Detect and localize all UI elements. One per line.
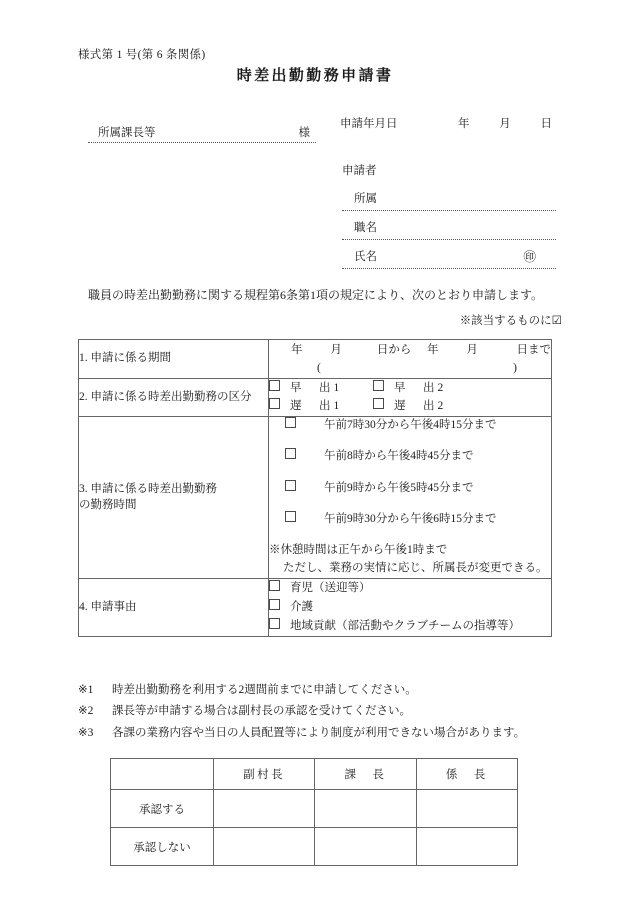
footnote-3-mark: ※3	[78, 726, 94, 739]
row3-label-line2: の勤務時間	[79, 499, 137, 512]
category-row-1	[269, 380, 551, 397]
applicant-field-affiliation	[342, 182, 556, 211]
category-option-early2[interactable]	[373, 380, 477, 397]
application-date-year: 年	[458, 118, 470, 130]
applicant-jobtitle-label: 職名	[354, 222, 377, 234]
applicant-field-name	[342, 240, 556, 269]
approval-row-reject	[111, 828, 518, 866]
checkbox-icon[interactable]	[269, 599, 280, 610]
reason-label-nursing: 介護	[290, 600, 313, 613]
period-day-from: 日から	[376, 344, 412, 356]
row4-body	[269, 578, 552, 637]
category-option-early1[interactable]	[269, 380, 373, 397]
applicant-affiliation-label: 所属	[354, 193, 377, 205]
row3-label	[79, 417, 269, 579]
addressee-honorific: 様	[298, 127, 310, 139]
applicant-field-jobtitle	[342, 211, 556, 240]
applicant-name-line	[342, 268, 556, 269]
checkbox-icon[interactable]	[269, 618, 280, 629]
addressee-underline	[88, 142, 316, 143]
worktime-option-2[interactable]	[285, 448, 551, 465]
footnote-1	[78, 680, 525, 701]
category-label-early1: 早 出1	[290, 381, 343, 394]
footnote-3	[78, 723, 525, 744]
approval-table	[110, 758, 518, 866]
applicant-name-label: 氏名	[354, 251, 377, 263]
period-day-to: 日まで	[516, 344, 551, 356]
statement-text: 職員の時差出勤勤務に関する規程第6条第1項の規定により、次のとおり申請します。	[88, 288, 544, 302]
table-row-category	[79, 378, 552, 417]
period-paren-open: (	[317, 362, 321, 375]
approval-col-section-chief: 課 長	[315, 759, 416, 790]
footnotes	[78, 680, 525, 744]
checkbox-icon[interactable]	[285, 448, 296, 459]
approval-cell-reject-subsection-chief[interactable]	[416, 828, 517, 866]
footnote-2-mark: ※2	[78, 705, 94, 718]
footnote-2-text: 課長等が申請する場合は副村長の承認を受けてください。	[112, 705, 411, 718]
approval-cell-reject-section-chief[interactable]	[315, 828, 416, 866]
worktime-label-1: 午前7時30分から午後4時15分まで	[324, 419, 497, 431]
row1-body	[269, 340, 552, 379]
period-paren-close: )	[513, 362, 517, 375]
form-code: 様式第 1 号(第 6 条関係)	[78, 49, 206, 61]
approval-row-approve	[111, 790, 518, 828]
check-hint-text: ※該当するものに☑	[459, 315, 562, 327]
worktime-note-line2: ただし、業務の実情に応じ、所属長が変更できる。	[283, 561, 548, 574]
approval-cell-approve-subsection-chief[interactable]	[416, 790, 517, 828]
addressee-row	[88, 124, 316, 142]
checkbox-icon[interactable]	[269, 580, 280, 591]
category-label-late1: 遅 出1	[290, 399, 343, 412]
row3-label-line1: 3. 申請に係る時差出勤勤務	[79, 482, 217, 495]
category-row-2	[269, 398, 551, 415]
checkbox-icon[interactable]	[269, 380, 280, 391]
applicant-fields	[342, 182, 556, 269]
approval-cell-approve-section-chief[interactable]	[315, 790, 416, 828]
approval-col-deputy-mayor: 副村長	[214, 759, 315, 790]
approval-corner-cell	[111, 759, 214, 790]
row3-body	[269, 417, 552, 579]
table-row-period	[79, 340, 552, 379]
seal-stamp-icon: ㊞	[523, 250, 536, 264]
row2-label: 2. 申請に係る時差出勤勤務の区分	[79, 378, 269, 417]
applicant-label: 申請者	[342, 165, 377, 177]
worktime-note-line1: ※休憩時間は正午から午後1時まで	[269, 544, 448, 556]
category-option-late1[interactable]	[269, 398, 373, 415]
table-row-reason	[79, 578, 552, 637]
approval-header-row	[111, 759, 518, 790]
approval-cell-approve-deputy-mayor[interactable]	[214, 790, 315, 828]
period-paren-field	[317, 360, 517, 377]
addressee-label: 所属課長等	[98, 127, 156, 139]
reason-option-nursing[interactable]	[269, 599, 551, 616]
checkbox-icon[interactable]	[285, 480, 296, 491]
row2-body	[269, 378, 552, 417]
table-row-worktime	[79, 417, 552, 579]
approval-col-subsection-chief: 係 長	[416, 759, 517, 790]
worktime-label-3: 午前9時から午後5時45分まで	[324, 481, 474, 494]
period-year-to: 年	[427, 344, 439, 356]
category-option-late2[interactable]	[373, 398, 477, 415]
application-date-day: 日	[540, 118, 552, 130]
application-table	[78, 339, 552, 637]
category-label-early2: 早 出2	[394, 381, 447, 394]
reason-option-childcare[interactable]	[269, 580, 551, 597]
worktime-label-4: 午前9時30分から午後6時15分まで	[324, 512, 497, 525]
approval-cell-reject-deputy-mayor[interactable]	[214, 828, 315, 866]
application-date-label: 申請年月日	[340, 118, 398, 130]
approval-row-label-approve: 承認する	[111, 790, 214, 828]
application-date-fields	[458, 115, 552, 131]
footnote-3-text: 各課の業務内容や当日の人員配置等により制度が利用できない場合があります。	[112, 726, 526, 739]
checkbox-icon[interactable]	[373, 380, 384, 391]
footnote-2	[78, 701, 525, 722]
checkbox-icon[interactable]	[269, 398, 280, 409]
reason-option-community[interactable]	[269, 618, 551, 635]
row1-label: 1. 申請に係る期間	[79, 340, 269, 379]
checkbox-icon[interactable]	[285, 511, 296, 522]
period-year-from: 年	[291, 344, 303, 356]
worktime-option-3[interactable]	[285, 480, 551, 497]
footnote-1-text: 時差出勤勤務を利用する2週間前までに申請してください。	[112, 684, 417, 696]
application-date-month: 月	[499, 118, 511, 130]
application-date-row	[340, 115, 552, 131]
period-month-from: 月	[330, 344, 342, 356]
period-fields	[269, 340, 551, 359]
checkbox-icon[interactable]	[285, 417, 296, 428]
document-title: 時差出勤勤務申請書	[236, 68, 394, 84]
period-month-to: 月	[466, 344, 478, 356]
checkbox-icon[interactable]	[373, 398, 384, 409]
category-label-late2: 遅 出2	[394, 399, 447, 412]
worktime-label-2: 午前8時から午後4時45分まで	[324, 450, 474, 463]
footnote-1-mark: ※1	[78, 684, 94, 696]
approval-row-label-reject: 承認しない	[111, 828, 214, 866]
reason-label-childcare: 育児（送迎等）	[290, 582, 371, 595]
addressee-block	[88, 124, 316, 143]
row4-label: 4. 申請事由	[79, 578, 269, 637]
reason-label-community: 地域貢献（部活動やクラブチームの指導等）	[290, 619, 520, 632]
worktime-note	[269, 542, 551, 578]
worktime-option-1[interactable]	[285, 417, 551, 434]
worktime-option-4[interactable]	[285, 511, 551, 528]
